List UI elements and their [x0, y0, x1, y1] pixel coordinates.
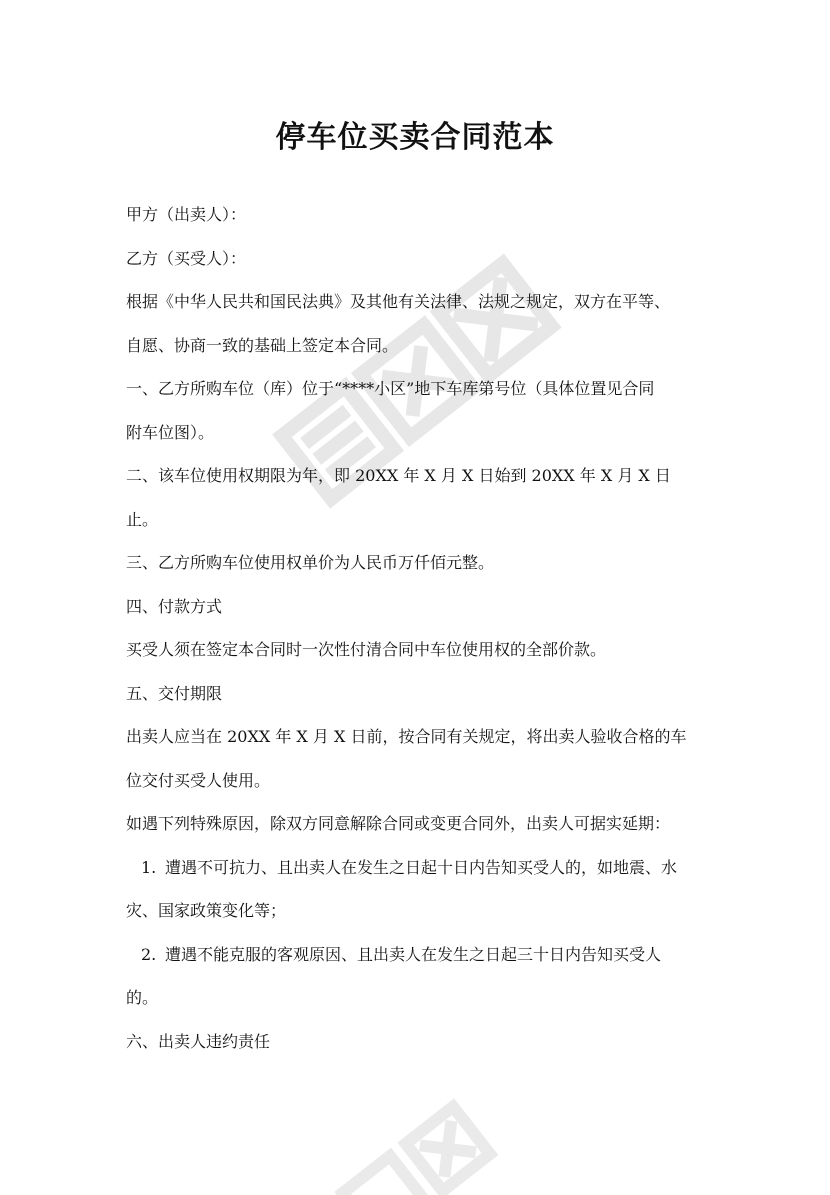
- clause-5-line-1: 出卖人应当在 20XX 年 X 月 X 日前，按合同有关规定，将出卖人验收合格的车: [126, 727, 687, 746]
- clause-4-heading: 四、付款方式: [126, 596, 223, 616]
- list-item: [126, 933, 706, 1020]
- list-item-number: 1.: [141, 857, 157, 877]
- clause-5-line-2: 位交付买受人使用。: [126, 770, 271, 790]
- watermark-logo-bottom: [300, 1075, 580, 1195]
- list-item-number: 2.: [141, 944, 157, 964]
- list-item-text-line-1: 遭遇不可抗力、且出卖人在发生之日起十日内告知买受人的，如地震、水: [165, 857, 678, 877]
- clause-6-heading: 六、出卖人违约责任: [126, 1031, 271, 1051]
- list-item-first-line: [126, 846, 706, 890]
- party-a-line: 甲方（出卖人）：: [126, 205, 247, 224]
- list-item-text-line-2: 灾、国家政策变化等；: [126, 901, 287, 920]
- clause-2-line-2: 止。: [126, 509, 159, 529]
- clause-4-body: 买受人须在签定本合同时一次性付清合同中车位使用权的全部价款。: [126, 640, 607, 659]
- basis-paragraph-line-2: 自愿、协商一致的基础上签定本合同。: [126, 335, 399, 355]
- list-item-first-line: [126, 933, 706, 977]
- party-b-line: 乙方（买受人）：: [126, 248, 247, 268]
- clause-3: 三、乙方所购车位使用权单价为人民币万仟佰元整。: [126, 553, 495, 572]
- document-title: 停车位买卖合同范本: [275, 120, 555, 155]
- clause-1-line-1: 一、乙方所购车位（库）位于“****小区”地下车库第号位（具体位置见合同: [126, 379, 655, 398]
- delay-intro: 如遇下列特殊原因，除双方同意解除合同或变更合同外，出卖人可据实延期：: [126, 814, 671, 833]
- clause-5-heading: 五、交付期限: [126, 683, 223, 703]
- clause-2-line-1: 二、该车位使用权期限为年，即 20XX 年 X 月 X 日始到 20XX 年 X 月 X 日: [126, 466, 671, 485]
- clause-1-line-2: 附车位图）。: [126, 422, 215, 442]
- list-item: [126, 846, 706, 933]
- document-body: [126, 193, 706, 1063]
- list-item-text-line-1: 遭遇不能克服的客观原因、且出卖人在发生之日起三十日内告知买受人: [165, 944, 662, 964]
- basis-paragraph-line-1: 根据《中华人民共和国民法典》及其他有关法律、法规之规定，双方在平等、: [126, 292, 671, 311]
- list-item-text-line-2: 的。: [126, 988, 159, 1007]
